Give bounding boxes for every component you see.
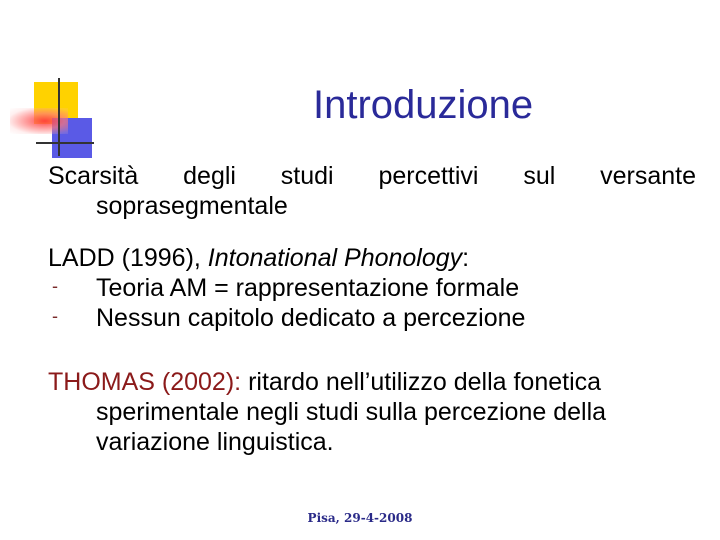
word: versante [600,162,696,190]
list-item [48,273,696,303]
list-item [48,303,696,333]
thomas-reference: THOMAS (2002): [48,368,249,396]
paragraph-line: soprasegmentale [96,192,288,220]
ladd-reference-line [48,243,696,273]
ladd-book-title: Intonational Phonology [207,244,463,272]
colon: : [462,244,470,272]
list-item-text: Nessun capitolo dedicato a percezione [96,304,526,332]
paragraph-line: sperimentale negli studi sulla percezione della [96,398,607,426]
footer-date: Pisa, 29-4-2008 [307,511,413,525]
dash-bullet: - [52,306,58,326]
logo-vertical-line [58,78,60,156]
list-item-text: Teoria AM = rappresentazione formale [96,274,520,302]
word: percettivi [378,162,479,190]
paragraph-text: ritardo nell’utilizzo della fonetica [248,368,602,396]
word: sul [523,162,556,190]
dash-bullet: - [52,276,58,296]
decorative-logo [0,0,110,170]
word: studi [280,162,334,190]
paragraph-scarsita [48,161,696,221]
slide-title: Introduzione [313,83,534,127]
word: Scarsità [48,162,139,190]
paragraph-line [48,367,708,397]
paragraph-ladd [48,243,696,333]
paragraph-thomas [48,367,708,457]
word: degli [183,162,236,190]
paragraph-line: variazione linguistica. [96,428,334,456]
paragraph-line [48,161,696,191]
logo-horizontal-line [36,142,94,144]
ladd-reference: LADD (1996), [48,244,208,272]
